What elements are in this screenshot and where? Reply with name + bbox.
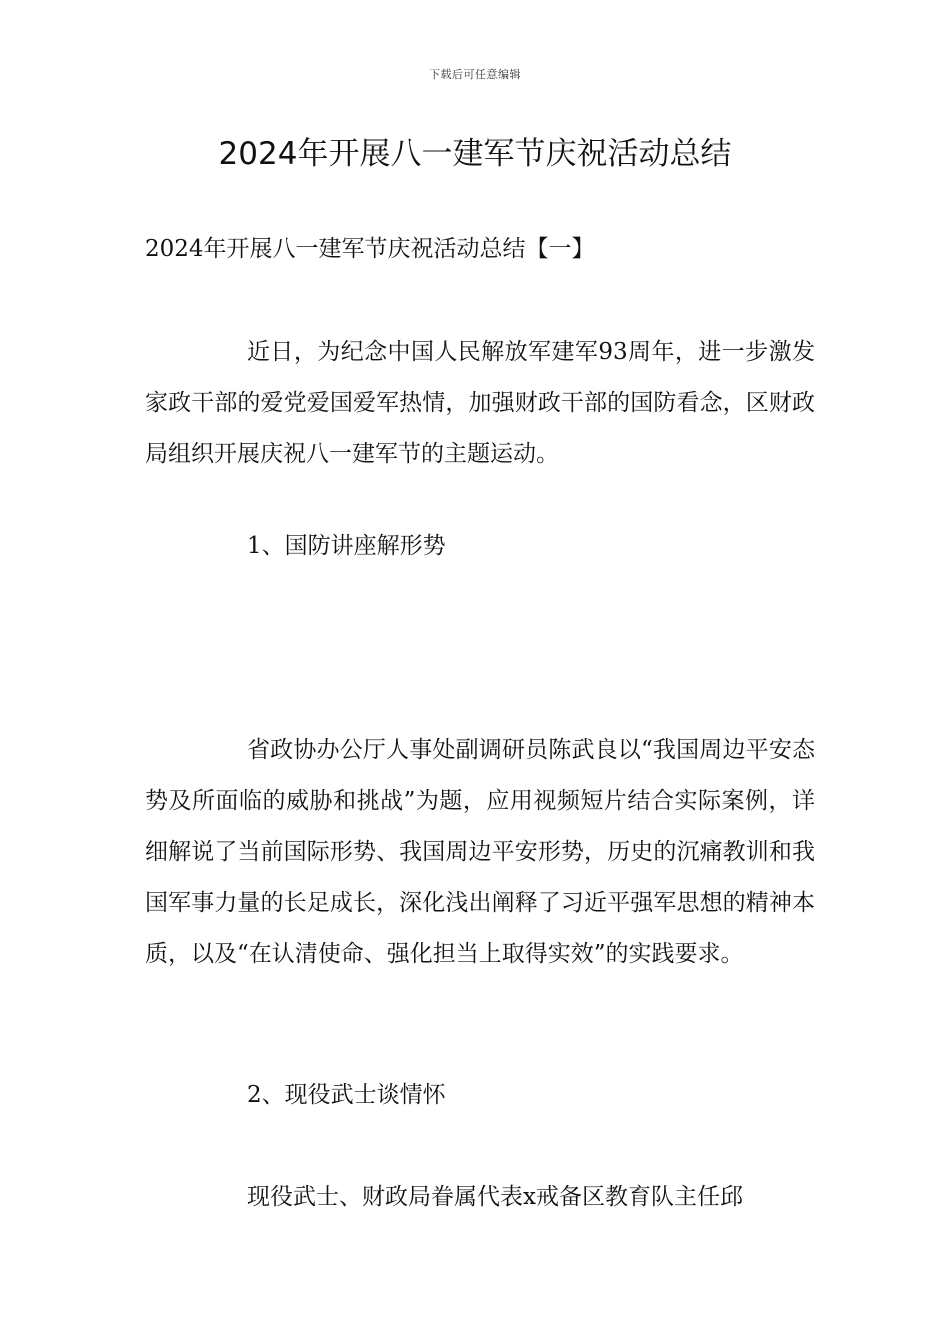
paragraph-lecture: 省政协办公厅人事处副调研员陈武良以“我国周边平安态势及所面临的威胁和挑战”为题，应用视频短片结合实际案例，详细解说了当前国际形势、我国周边平安形势，历史的沉痛教训和我国军事力量的长足成长，深化浅出阐释了习近平强军思想的精神本质，以及“在认清使命、强化担当上取得实效”的实践要求。 <box>145 737 815 967</box>
section-heading-2: 2、现役武士谈情怀 <box>247 1082 446 1108</box>
paragraph-soldiers: 现役武士、财政局眷属代表x戒备区教育队主任邱 <box>247 1184 743 1210</box>
section-heading-1: 1、国防讲座解形势 <box>247 533 446 559</box>
section-subtitle: 2024年开展八一建军节庆祝活动总结【一】 <box>145 236 595 262</box>
paragraph-intro: 近日，为纪念中国人民解放军建军93周年，进一步激发家政干部的爱党爱国爱军热情，加强财政干部的国防看念，区财政局组织开展庆祝八一建军节的主题运动。 <box>145 339 815 467</box>
header-note: 下载后可任意编辑 <box>429 68 521 81</box>
document-title: 2024年开展八一建军节庆祝活动总结 <box>218 136 732 172</box>
